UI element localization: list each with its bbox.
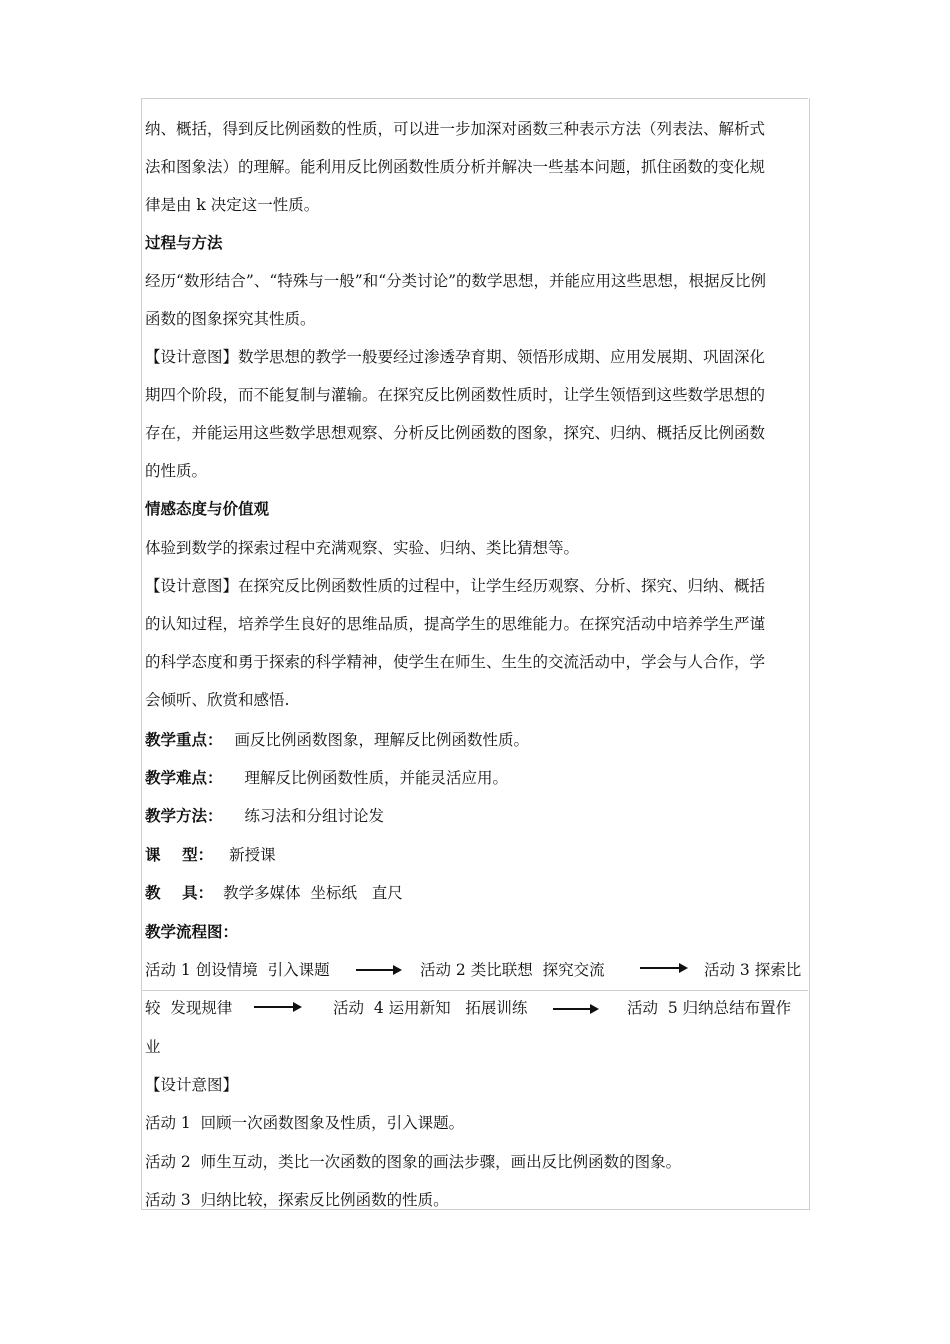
- teaching-difficulty-row: [145, 768, 508, 788]
- design-intent-item-1: 活动 1 回顾一次函数图象及性质，引入课题。: [145, 1114, 465, 1132]
- paragraph-line: 会倾听、欣赏和感悟.: [145, 691, 290, 709]
- teaching-tools-row: [145, 883, 403, 903]
- lesson-type-label: 课 型：: [145, 845, 214, 864]
- paragraph-line: 律是由 k 决定这一性质。: [145, 196, 320, 214]
- flow-chart-heading: 教学流程图：: [145, 922, 239, 941]
- flow-activity-2: 活动 2 类比联想 探究交流: [420, 961, 605, 979]
- flow-activity-5-part2: 业: [145, 1038, 161, 1056]
- paragraph-line: 【设计意图】数学思想的教学一般要经过渗透孕育期、领悟形成期、应用发展期、巩固深化: [145, 348, 766, 366]
- teaching-tools-value: 教学多媒体 坐标纸 直尺: [223, 884, 403, 902]
- paragraph-line: 存在，并能运用这些数学思想观察、分析反比例函数的图象，探究、归纳、概括反比例函数: [145, 424, 766, 442]
- paragraph-line: 纳、概括，得到反比例函数的性质，可以进一步加深对函数三种表示方法（列表法、解析式: [145, 120, 766, 138]
- teaching-method-label: 教学方法：: [145, 806, 223, 825]
- teaching-method-row: [145, 806, 384, 826]
- flow-arrow-icon: [356, 969, 400, 971]
- flow-activity-4: 活动 4 运用新知 拓展训练: [333, 999, 528, 1017]
- design-intent-item-2: 活动 2 师生互动，类比一次函数的图象的画法步骤，画出反比例函数的图象。: [145, 1153, 682, 1171]
- teaching-focus-label: 教学重点：: [145, 730, 223, 749]
- paragraph-line: 的科学态度和勇于探索的科学精神，使学生在师生、生生的交流活动中，学会与人合作，学: [145, 653, 766, 671]
- paragraph-line: 法和图象法）的理解。能利用反比例函数性质分析并解决一些基本问题，抓住函数的变化规: [145, 158, 766, 176]
- flow-arrow-icon: [254, 1006, 300, 1008]
- flow-activity-3-part1: 活动 3 探索比: [704, 961, 802, 979]
- paragraph-line: 经历“数形结合”、“特殊与一般”和“分类讨论”的数学思想，并能应用这些思想，根据反比例: [145, 272, 767, 290]
- paragraph-line: 【设计意图】在探究反比例函数性质的过程中，让学生经历观察、分析、探究、归纳、概括: [145, 577, 766, 595]
- teaching-focus-row: [145, 730, 529, 750]
- flow-row-divider: [141, 990, 808, 991]
- teaching-tools-label: 教 具：: [145, 883, 214, 902]
- section-heading-emotion: 情感态度与价值观: [145, 499, 270, 518]
- paragraph-line: 函数的图象探究其性质。: [145, 310, 316, 328]
- top-border-line: [141, 98, 808, 99]
- design-intent-title: 【设计意图】: [145, 1076, 239, 1094]
- flow-arrow-icon: [640, 967, 686, 969]
- lesson-type-row: [145, 845, 276, 865]
- lesson-type-value: 新授课: [229, 846, 276, 864]
- paragraph-line: 体验到数学的探索过程中充满观察、实验、归纳、类比猜想等。: [145, 539, 580, 557]
- paragraph-line: 期四个阶段，而不能复制与灌输。在探究反比例函数性质时，让学生领悟到这些数学思想的: [145, 386, 766, 404]
- teaching-difficulty-label: 教学难点：: [145, 768, 223, 787]
- teaching-focus-value: 画反比例函数图象，理解反比例函数性质。: [234, 731, 530, 749]
- paragraph-line: 的性质。: [145, 462, 208, 480]
- teaching-method-value: 练习法和分组讨论发: [244, 807, 385, 825]
- paragraph-line: 的认知过程，培养学生良好的思维品质，提高学生的思维能力。在探究活动中培养学生严谨: [145, 615, 766, 633]
- design-intent-item-3: 活动 3 归纳比较，探索反比例函数的性质。: [145, 1191, 449, 1209]
- section-heading-process: 过程与方法: [145, 233, 223, 252]
- flow-activity-3-part2: 较 发现规律: [145, 999, 233, 1017]
- flow-activity-5-part1: 活动 5 归纳总结布置作: [627, 999, 792, 1017]
- flow-activity-1: 活动 1 创设情境 引入课题: [145, 961, 330, 979]
- teaching-difficulty-value: 理解反比例函数性质，并能灵活应用。: [244, 769, 509, 787]
- flow-arrow-icon: [553, 1008, 597, 1010]
